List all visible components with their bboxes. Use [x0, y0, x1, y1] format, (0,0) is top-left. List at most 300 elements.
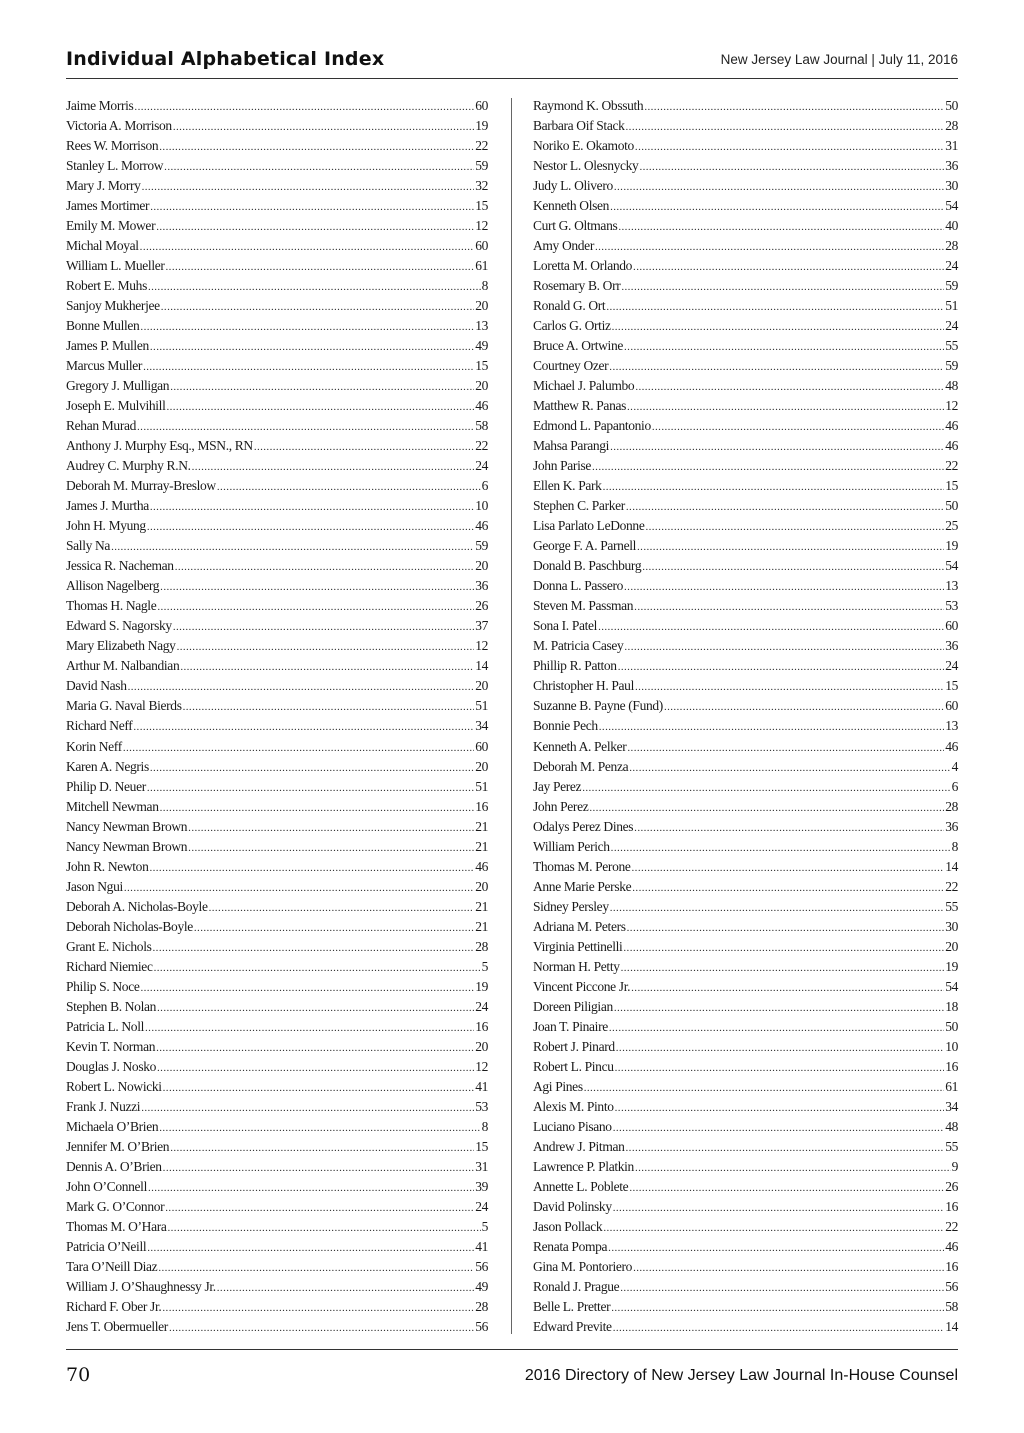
entry-name: John R. Newton — [66, 858, 149, 874]
index-entry — [66, 1037, 488, 1057]
dot-leader — [627, 738, 944, 758]
dot-leader — [603, 477, 945, 497]
dot-leader — [168, 1218, 481, 1238]
entry-name: William L. Mueller — [66, 258, 165, 274]
entry-name: Emily M. Mower — [66, 218, 156, 234]
entry-page-number: 19 — [945, 958, 958, 974]
entry-page-number: 32 — [475, 178, 488, 194]
page-title: Individual Alphabetical Index — [66, 48, 385, 70]
index-entry — [66, 957, 488, 977]
dot-leader — [629, 1178, 944, 1198]
dot-leader — [627, 918, 945, 938]
index-entry — [66, 1177, 488, 1197]
entry-name: William Perich — [533, 838, 610, 854]
dot-leader — [652, 417, 944, 437]
entry-page-number: 19 — [475, 978, 488, 994]
entry-name: Nestor L. Olesnycky — [533, 158, 639, 174]
index-entry — [66, 556, 488, 576]
entry-name: William J. O’Shaughnessy Jr. — [66, 1278, 216, 1294]
index-entry — [66, 376, 488, 396]
dot-leader — [158, 1258, 474, 1278]
entry-page-number: 21 — [475, 818, 488, 834]
dot-leader — [128, 677, 475, 697]
dot-leader — [618, 217, 944, 237]
entry-page-number: 31 — [475, 1158, 488, 1174]
entry-page-number: 6 — [951, 778, 958, 794]
entry-name: Phillip R. Patton — [533, 658, 617, 674]
entry-name: Karen A. Negris — [66, 758, 149, 774]
entry-page-number: 30 — [945, 178, 958, 194]
index-entry — [533, 1237, 958, 1257]
dot-leader — [180, 657, 474, 677]
dot-leader — [175, 557, 475, 577]
dot-leader — [188, 818, 474, 838]
dot-leader — [160, 577, 474, 597]
entry-name: James J. Murtha — [66, 498, 149, 514]
dot-leader — [194, 918, 474, 938]
entry-page-number: 36 — [945, 638, 958, 654]
entry-page-number: 28 — [945, 798, 958, 814]
entry-page-number: 50 — [945, 498, 958, 514]
entry-name: Carlos G. Ortiz — [533, 318, 611, 334]
index-entry — [533, 116, 958, 136]
dot-leader — [140, 237, 475, 257]
dot-leader — [147, 1238, 474, 1258]
index-entry — [66, 1117, 488, 1137]
dot-leader — [595, 237, 944, 257]
entry-name: Sidney Persley — [533, 898, 609, 914]
entry-page-number: 41 — [475, 1078, 488, 1094]
index-entry — [533, 957, 958, 977]
entry-name: David Nash — [66, 678, 127, 694]
index-entry — [533, 1017, 958, 1037]
dot-leader — [148, 1178, 474, 1198]
entry-name: Michal Moyal — [66, 238, 139, 254]
dot-leader — [633, 1258, 944, 1278]
entry-name: Curt G. Oltmans — [533, 218, 618, 234]
index-entry — [533, 757, 958, 777]
entry-name: Bonnie Pech — [533, 718, 598, 734]
entry-page-number: 21 — [475, 918, 488, 934]
dot-leader — [621, 277, 944, 297]
entry-page-number: 8 — [481, 278, 488, 294]
dot-leader — [635, 1158, 951, 1178]
dot-leader — [149, 858, 474, 878]
entry-name: Robert L. Pincu — [533, 1058, 614, 1074]
entry-name: Rees W. Morrison — [66, 138, 159, 154]
entry-name: Annette L. Poblete — [533, 1178, 629, 1194]
entry-page-number: 26 — [945, 1178, 958, 1194]
dot-leader — [164, 157, 474, 177]
entry-name: George F. A. Parnell — [533, 538, 637, 554]
dot-leader — [635, 677, 944, 697]
index-entry — [533, 1217, 958, 1237]
index-entry — [66, 236, 488, 256]
entry-name: John Parise — [533, 458, 592, 474]
entry-page-number: 15 — [475, 198, 488, 214]
dot-leader — [170, 377, 474, 397]
entry-name: Jessica R. Nacheman — [66, 558, 174, 574]
index-entry — [66, 616, 488, 636]
entry-page-number: 10 — [945, 1038, 958, 1054]
dot-leader — [157, 1058, 474, 1078]
index-entry — [66, 656, 488, 676]
index-entry — [66, 757, 488, 777]
entry-page-number: 22 — [475, 438, 488, 454]
entry-name: Adriana M. Peters — [533, 918, 626, 934]
dot-leader — [599, 717, 944, 737]
index-entry — [533, 156, 958, 176]
entry-name: Mitchell Newman — [66, 798, 159, 814]
index-entry — [533, 1137, 958, 1157]
index-entry — [66, 536, 488, 556]
entry-name: Alexis M. Pinto — [533, 1098, 614, 1114]
index-entry — [533, 296, 958, 316]
index-entry — [66, 436, 488, 456]
index-entry — [66, 416, 488, 436]
entry-page-number: 12 — [475, 638, 488, 654]
index-entry — [66, 216, 488, 236]
entry-name: Agi Pines — [533, 1078, 583, 1094]
dot-leader — [612, 317, 945, 337]
index-entry — [66, 1137, 488, 1157]
index-entry — [66, 997, 488, 1017]
dot-leader — [621, 958, 945, 978]
dot-leader — [162, 1298, 474, 1318]
entry-name: James P. Mullen — [66, 338, 149, 354]
entry-name: Edward Previte — [533, 1318, 612, 1334]
dot-leader — [606, 297, 944, 317]
dot-leader — [589, 798, 944, 818]
publication-info: New Jersey Law Journal | July 11, 2016 — [720, 52, 958, 67]
dot-leader — [161, 297, 474, 317]
entry-page-number: 28 — [475, 938, 488, 954]
dot-leader — [609, 1018, 944, 1038]
dot-leader — [635, 137, 944, 157]
entry-name: Edward S. Nagorsky — [66, 618, 172, 634]
dot-leader — [170, 1138, 474, 1158]
entry-page-number: 21 — [475, 838, 488, 854]
entry-page-number: 13 — [945, 718, 958, 734]
index-entry — [66, 1197, 488, 1217]
entry-page-number: 6 — [481, 478, 488, 494]
entry-name: Stephen B. Nolan — [66, 998, 157, 1014]
entry-page-number: 28 — [945, 238, 958, 254]
entry-page-number: 60 — [475, 98, 488, 113]
entry-page-number: 22 — [475, 138, 488, 154]
dot-leader — [624, 577, 944, 597]
index-entry — [66, 196, 488, 216]
entry-name: Christopher H. Paul — [533, 678, 634, 694]
page-number: 70 — [66, 1364, 91, 1386]
dot-leader — [133, 717, 474, 737]
index-entry — [66, 156, 488, 176]
dot-leader — [153, 938, 475, 958]
entry-page-number: 60 — [475, 738, 488, 754]
directory-title: 2016 Directory of New Jersey Law Journal In-House Counsel — [524, 1367, 958, 1384]
entry-page-number: 55 — [945, 338, 958, 354]
entry-name: Philip S. Noce — [66, 978, 140, 994]
index-entry — [533, 737, 958, 757]
entry-page-number: 28 — [475, 1298, 488, 1314]
entry-name: Thomas M. Perone — [533, 858, 631, 874]
entry-page-number: 54 — [945, 198, 958, 214]
dot-leader — [610, 437, 944, 457]
entry-page-number: 55 — [945, 1138, 958, 1154]
entry-name: Mark G. O’Connor — [66, 1198, 165, 1214]
entry-page-number: 19 — [475, 118, 488, 134]
entry-name: Joseph E. Mulvihill — [66, 398, 166, 414]
entry-page-number: 8 — [951, 838, 958, 854]
dot-leader — [620, 1278, 944, 1298]
entry-name: Deborah M. Penza — [533, 758, 629, 774]
dot-leader — [642, 557, 944, 577]
index-entry — [533, 276, 958, 296]
entry-page-number: 15 — [945, 678, 958, 694]
entry-page-number: 59 — [945, 278, 958, 294]
page-header — [66, 44, 958, 79]
index-entry — [533, 977, 958, 997]
index-entry — [533, 1157, 958, 1177]
index-entry — [66, 136, 488, 156]
dot-leader — [637, 537, 944, 557]
entry-page-number: 46 — [945, 1238, 958, 1254]
index-entry — [66, 576, 488, 596]
entry-name: Renata Pompa — [533, 1238, 608, 1254]
entry-name: Suzanne B. Payne (Fund) — [533, 698, 663, 714]
index-entry — [533, 516, 958, 536]
entry-name: Frank J. Nuzzi — [66, 1098, 141, 1114]
entry-name: Edmond L. Papantonio — [533, 418, 651, 434]
entry-name: Anne Marie Perske — [533, 878, 632, 894]
entry-page-number: 41 — [475, 1238, 488, 1254]
index-entry — [533, 937, 958, 957]
index-entry — [66, 877, 488, 897]
entry-name: John Perez — [533, 798, 589, 814]
entry-name: Donna L. Passero — [533, 578, 624, 594]
index-entry — [533, 897, 958, 917]
entry-page-number: 51 — [945, 298, 958, 314]
entry-name: Jason Pollack — [533, 1218, 603, 1234]
entry-page-number: 5 — [481, 1218, 488, 1234]
dot-leader — [148, 277, 481, 297]
dot-leader — [142, 177, 475, 197]
dot-leader — [645, 517, 944, 537]
dot-leader — [141, 1098, 474, 1118]
dot-leader — [623, 938, 944, 958]
dot-leader — [150, 197, 474, 217]
entry-name: Thomas H. Nagle — [66, 598, 157, 614]
entry-page-number: 36 — [945, 818, 958, 834]
index-entry — [66, 1317, 488, 1337]
dot-leader — [614, 177, 944, 197]
entry-name: Virginia Pettinelli — [533, 938, 623, 954]
entry-page-number: 60 — [945, 698, 958, 714]
dot-leader — [632, 858, 945, 878]
index-entry — [533, 696, 958, 716]
entry-name: Deborah Nicholas-Boyle — [66, 918, 193, 934]
index-entry — [533, 576, 958, 596]
index-column-right — [533, 96, 958, 1337]
entry-name: Deborah A. Nicholas-Boyle — [66, 898, 208, 914]
index-entry — [533, 1077, 958, 1097]
entry-page-number: 18 — [945, 998, 958, 1014]
entry-name: M. Patricia Casey — [533, 638, 624, 654]
dot-leader — [582, 778, 950, 798]
index-entry — [533, 356, 958, 376]
dot-leader — [611, 838, 951, 858]
index-entry — [533, 96, 958, 116]
entry-page-number: 12 — [475, 218, 488, 234]
dot-leader — [626, 117, 945, 137]
dot-leader — [150, 337, 474, 357]
index-entry — [533, 1297, 958, 1317]
index-entry — [66, 1237, 488, 1257]
index-entry — [66, 96, 488, 116]
entry-page-number: 20 — [475, 758, 488, 774]
index-entry — [66, 1017, 488, 1037]
entry-page-number: 51 — [475, 698, 488, 714]
entry-name: Kevin T. Norman — [66, 1038, 156, 1054]
entry-name: Courtney Ozer — [533, 358, 609, 374]
dot-leader — [163, 1158, 475, 1178]
dot-leader — [614, 998, 944, 1018]
index-entry — [66, 116, 488, 136]
entry-page-number: 59 — [945, 358, 958, 374]
index-entry — [533, 176, 958, 196]
entry-page-number: 61 — [945, 1078, 958, 1094]
entry-name: Thomas M. O’Hara — [66, 1218, 167, 1234]
dot-leader — [159, 1118, 480, 1138]
dot-leader — [634, 818, 944, 838]
index-entry — [533, 1057, 958, 1077]
entry-page-number: 16 — [945, 1198, 958, 1214]
column-divider — [511, 98, 512, 1334]
entry-page-number: 20 — [475, 558, 488, 574]
index-entry — [533, 616, 958, 636]
dot-leader — [217, 1278, 474, 1298]
entry-name: John O’Connell — [66, 1178, 147, 1194]
index-entry — [66, 596, 488, 616]
index-entry — [533, 917, 958, 937]
index-entry — [66, 817, 488, 837]
entry-name: Nancy Newman Brown — [66, 838, 188, 854]
entry-name: John H. Myung — [66, 518, 146, 534]
entry-name: Marcus Muller — [66, 358, 143, 374]
entry-name: Sona I. Patel — [533, 618, 598, 634]
entry-name: Robert J. Pinard — [533, 1038, 615, 1054]
index-entry — [533, 436, 958, 456]
entry-page-number: 50 — [945, 1018, 958, 1034]
entry-page-number: 51 — [475, 778, 488, 794]
entry-page-number: 24 — [945, 318, 958, 334]
dot-leader — [140, 978, 474, 998]
dot-leader — [627, 397, 944, 417]
entry-page-number: 20 — [475, 378, 488, 394]
entry-name: Jens T. Obermueller — [66, 1318, 168, 1334]
entry-page-number: 36 — [475, 578, 488, 594]
index-entry — [66, 496, 488, 516]
entry-name: Amy Onder — [533, 238, 594, 254]
index-entry — [533, 676, 958, 696]
index-entry — [66, 696, 488, 716]
dot-leader — [143, 357, 474, 377]
dot-leader — [147, 517, 474, 537]
dot-leader — [584, 1078, 944, 1098]
index-entry — [533, 456, 958, 476]
index-entry — [533, 716, 958, 736]
entry-page-number: 49 — [475, 1278, 488, 1294]
dot-leader — [154, 958, 481, 978]
entry-name: Nancy Newman Brown — [66, 818, 188, 834]
entry-name: Sally Na — [66, 538, 111, 554]
entry-name: Michael J. Palumbo — [533, 378, 635, 394]
entry-page-number: 20 — [475, 1038, 488, 1054]
dot-leader — [217, 477, 481, 497]
entry-name: David Polinsky — [533, 1198, 612, 1214]
dot-leader — [618, 657, 944, 677]
entry-name: Bruce A. Ortwine — [533, 338, 624, 354]
entry-page-number: 5 — [481, 958, 488, 974]
entry-name: James Mortimer — [66, 198, 150, 214]
entry-page-number: 34 — [945, 1098, 958, 1114]
entry-name: Richard F. Ober Jr. — [66, 1298, 162, 1314]
index-entry — [66, 356, 488, 376]
index-entry — [66, 336, 488, 356]
dot-leader — [173, 617, 474, 637]
index-entry — [66, 716, 488, 736]
index-entry — [533, 797, 958, 817]
entry-page-number: 22 — [945, 878, 958, 894]
index-entry — [66, 977, 488, 997]
entry-page-number: 46 — [945, 438, 958, 454]
index-entry — [533, 396, 958, 416]
index-column-left — [66, 96, 488, 1337]
dot-leader — [173, 117, 474, 137]
entry-name: Rosemary B. Orr — [533, 278, 621, 294]
entry-name: Judy L. Olivero — [533, 178, 613, 194]
entry-name: Allison Nagelberg — [66, 578, 160, 594]
entry-page-number: 14 — [475, 658, 488, 674]
dot-leader — [150, 758, 474, 778]
dot-leader — [140, 317, 474, 337]
entry-name: Richard Niemiec — [66, 958, 153, 974]
index-entry — [533, 877, 958, 897]
index-entry — [66, 1057, 488, 1077]
dot-leader — [169, 1318, 474, 1338]
entry-name: Anthony J. Murphy Esq., MSN., RN — [66, 438, 253, 454]
entry-page-number: 24 — [945, 658, 958, 674]
index-entry — [533, 1117, 958, 1137]
entry-page-number: 15 — [475, 1138, 488, 1154]
entry-page-number: 40 — [945, 218, 958, 234]
entry-name: Doreen Piligian — [533, 998, 613, 1014]
index-entry — [66, 837, 488, 857]
entry-page-number: 8 — [481, 1118, 488, 1134]
dot-leader — [616, 1038, 944, 1058]
entry-page-number: 15 — [475, 358, 488, 374]
index-entry — [66, 1217, 488, 1237]
index-entry — [66, 256, 488, 276]
index-entry — [66, 917, 488, 937]
entry-name: Philip D. Neuer — [66, 778, 146, 794]
entry-name: Bonne Mullen — [66, 318, 140, 334]
dot-leader — [177, 637, 475, 657]
entry-name: Andrew J. Pitman — [533, 1138, 625, 1154]
dot-leader — [147, 778, 474, 798]
entry-page-number: 56 — [945, 1278, 958, 1294]
index-entry — [533, 1197, 958, 1217]
